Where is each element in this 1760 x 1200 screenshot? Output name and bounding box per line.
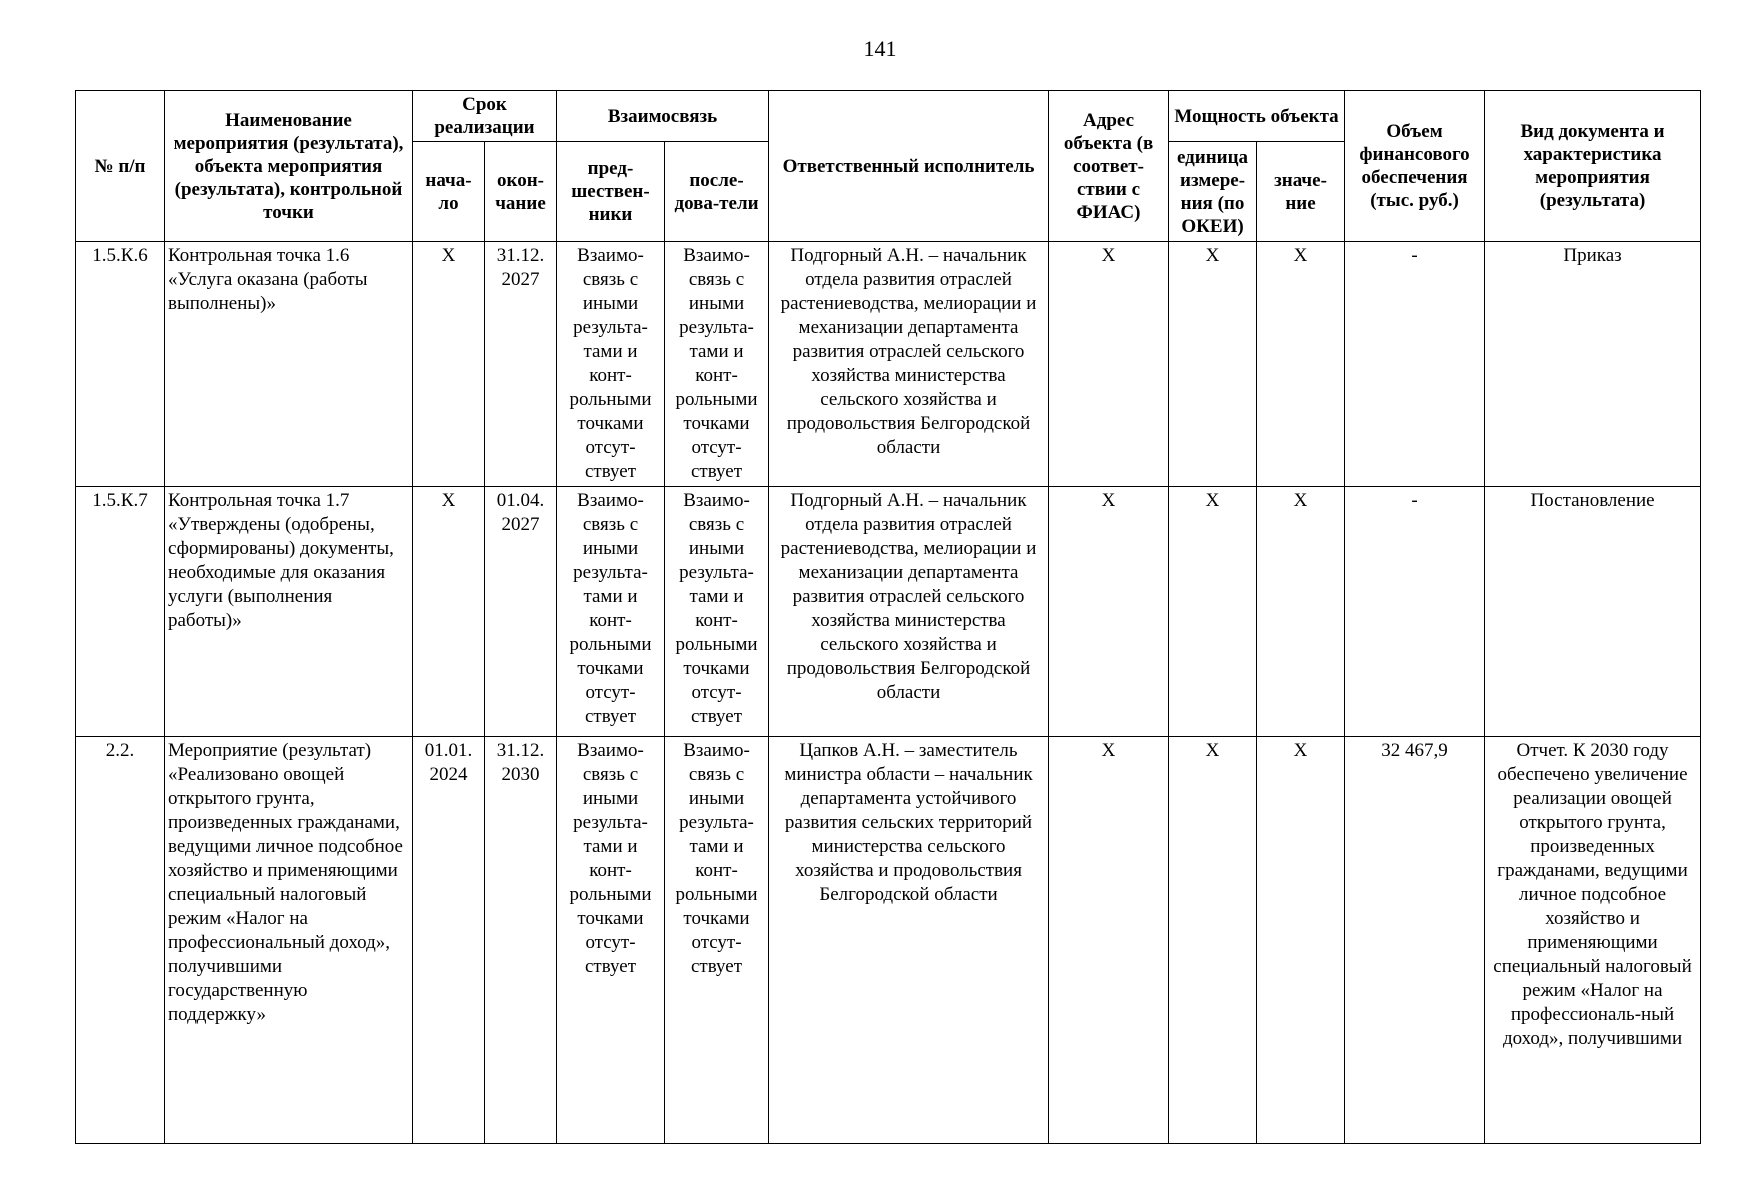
header-capacity-unit: единица измере-ния (по ОКЕИ)	[1169, 142, 1257, 242]
cell-end: 01.04. 2027	[485, 487, 557, 737]
cell-address: X	[1049, 737, 1169, 1144]
header-term-end: окон-чание	[485, 142, 557, 242]
cell-value: X	[1257, 487, 1345, 737]
header-term-start: нача-ло	[413, 142, 485, 242]
header-address: Адрес объекта (в соответ-ствии с ФИАС)	[1049, 91, 1169, 242]
cell-value: X	[1257, 737, 1345, 1144]
cell-start: X	[413, 487, 485, 737]
cell-responsible: Подгорный А.Н. – начальник отдела развития отраслей растениеводства, мелиорации и механизации департамента развития отраслей сельского хозяйства министерства сельского хозяйства и продовольствия Белгородской области	[769, 487, 1049, 737]
cell-value: X	[1257, 242, 1345, 487]
header-responsible: Ответственный исполнитель	[769, 91, 1049, 242]
cell-finance: 32 467,9	[1345, 737, 1485, 1144]
cell-name: Мероприятие (результат) «Реализовано овощей открытого грунта, произведенных гражданами, ведущими личное подсобное хозяйство и применяющими специальный налоговый режим «Налог на профессиональный доход», получившими государственную поддержку»	[165, 737, 413, 1144]
cell-num: 2.2.	[76, 737, 165, 1144]
cell-address: X	[1049, 487, 1169, 737]
cell-end: 31.12. 2027	[485, 242, 557, 487]
cell-start: X	[413, 242, 485, 487]
header-relation: Взаимосвязь	[557, 91, 769, 142]
cell-start: 01.01. 2024	[413, 737, 485, 1144]
cell-pred: Взаимо-связь с иными результа-тами и конт-рольными точками отсут-ствует	[557, 487, 665, 737]
table-row	[76, 737, 1701, 1144]
cell-address: X	[1049, 242, 1169, 487]
cell-pred: Взаимо-связь с иными результа-тами и конт-рольными точками отсут-ствует	[557, 242, 665, 487]
cell-doc: Постановление	[1485, 487, 1701, 737]
header-num: № п/п	[76, 91, 165, 242]
cell-next: Взаимо-связь с иными результа-тами и конт-рольными точками отсут-ствует	[665, 242, 769, 487]
cell-unit: X	[1169, 487, 1257, 737]
table-row	[76, 242, 1701, 487]
cell-responsible: Подгорный А.Н. – начальник отдела развития отраслей растениеводства, мелиорации и механизации департамента развития отраслей сельского хозяйства министерства сельского хозяйства и продовольствия Белгородской области	[769, 242, 1049, 487]
table-row	[76, 487, 1701, 737]
cell-next: Взаимо-связь с иными результа-тами и конт-рольными точками отсут-ствует	[665, 737, 769, 1144]
cell-doc: Отчет. К 2030 году обеспечено увеличение реализации овощей открытого грунта, произведенных гражданами, ведущими личное подсобное хозяйство и применяющими специальный налоговый режим «Налог на профессиональ-ный доход», получившими	[1485, 737, 1701, 1144]
cell-next: Взаимо-связь с иными результа-тами и конт-рольными точками отсут-ствует	[665, 487, 769, 737]
cell-unit: X	[1169, 242, 1257, 487]
cell-finance: -	[1345, 242, 1485, 487]
header-relation-pred: пред-шествен-ники	[557, 142, 665, 242]
plan-table	[75, 90, 1701, 1144]
cell-finance: -	[1345, 487, 1485, 737]
header-term: Срок реализации	[413, 91, 557, 142]
cell-responsible: Цапков А.Н. – заместитель министра области – начальник департамента устойчивого развития сельских территорий министерства сельского хозяйства и продовольствия Белгородской области	[769, 737, 1049, 1144]
page-number: 141	[863, 36, 897, 61]
header-name: Наименование мероприятия (результата), объекта мероприятия (результата), контрольной точки	[165, 91, 413, 242]
header-relation-next: после-дова-тели	[665, 142, 769, 242]
cell-doc: Приказ	[1485, 242, 1701, 487]
header-capacity-value: значе-ние	[1257, 142, 1345, 242]
cell-pred: Взаимо-связь с иными результа-тами и конт-рольными точками отсут-ствует	[557, 737, 665, 1144]
cell-unit: X	[1169, 737, 1257, 1144]
cell-name: Контрольная точка 1.7 «Утверждены (одобрены, сформированы) документы, необходимые для оказания услуги (выполнения работы)»	[165, 487, 413, 737]
cell-num: 1.5.К.7	[76, 487, 165, 737]
header-capacity: Мощность объекта	[1169, 91, 1345, 142]
cell-num: 1.5.К.6	[76, 242, 165, 487]
header-finance: Объем финансового обеспечения (тыс. руб.)	[1345, 91, 1485, 242]
cell-end: 31.12. 2030	[485, 737, 557, 1144]
cell-name: Контрольная точка 1.6 «Услуга оказана (работы выполнены)»	[165, 242, 413, 487]
header-doc-type: Вид документа и характеристика мероприятия (результата)	[1485, 91, 1701, 242]
